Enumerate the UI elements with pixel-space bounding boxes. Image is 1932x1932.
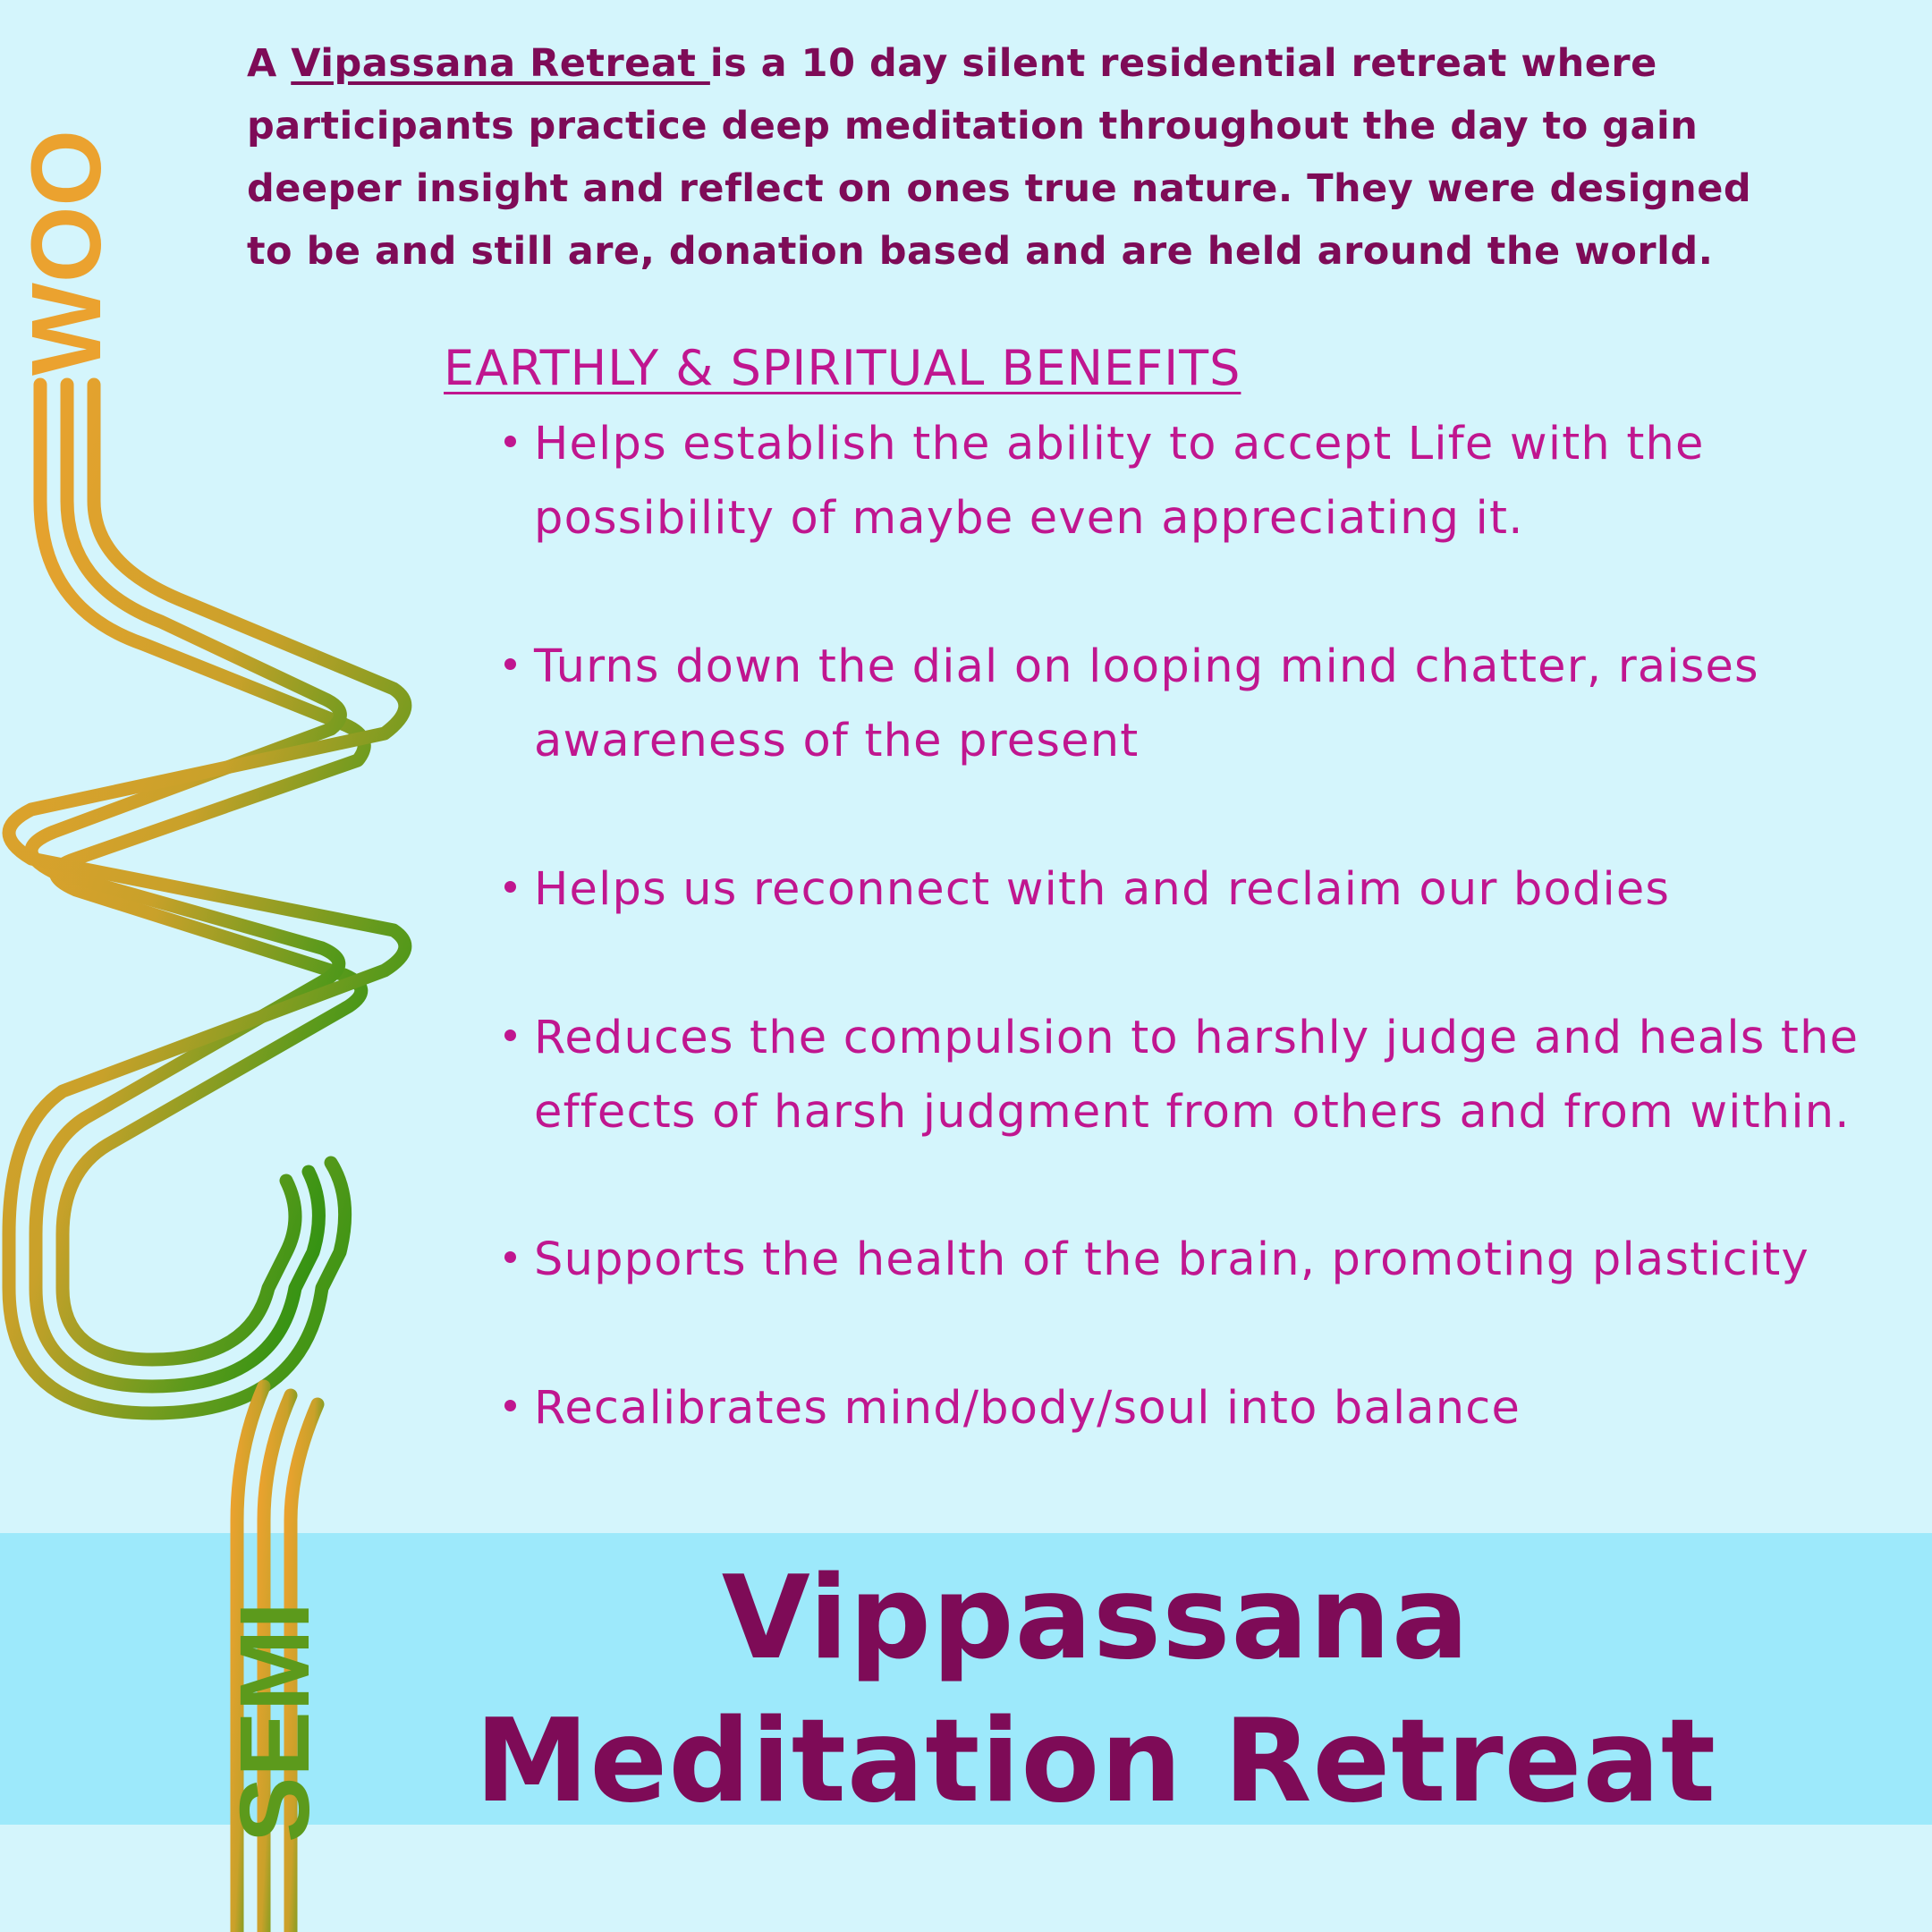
benefit-text: Supports the health of the brain, promoting plasticity xyxy=(534,1233,1809,1286)
logo-word-bottom: SEMI xyxy=(220,1602,330,1843)
list-item xyxy=(534,1223,1876,1297)
intro-body: is a 10 day silent residential retreat where participants practice deep meditation throughout the day to gain deeper insight and reflect on ones true nature. They were designed to be and still are, donation based and are held around the world. xyxy=(247,41,1752,274)
benefits-heading: EARTHLY & SPIRITUAL BENEFITS xyxy=(444,340,1241,396)
benefit-text: Helps establish the ability to accept Life with the possibility of maybe even appreciating it. xyxy=(534,418,1705,545)
benefit-text: Turns down the dial on looping mind chatter, raises awareness of the present xyxy=(534,640,1759,767)
list-item xyxy=(534,1371,1876,1445)
benefit-text: Reduces the compulsion to harshly judge and heals the effects of harsh judgment from others and from within. xyxy=(534,1012,1860,1139)
list-item xyxy=(534,1001,1876,1149)
benefit-text: Helps us reconnect with and reclaim our bodies xyxy=(534,863,1671,916)
semi-woo-logo xyxy=(0,0,429,1932)
bullet-icon xyxy=(504,1030,516,1041)
bullet-icon xyxy=(504,658,516,670)
bullet-icon xyxy=(504,436,516,447)
bullet-icon xyxy=(504,1251,516,1263)
list-item xyxy=(534,630,1876,778)
bullet-icon xyxy=(504,1400,516,1411)
logo-word-top: WOO xyxy=(12,130,122,376)
bullet-icon xyxy=(504,881,516,893)
benefit-text: Recalibrates mind/body/soul into balance xyxy=(534,1382,1521,1435)
list-item xyxy=(534,407,1876,555)
intro-prefix: A xyxy=(247,41,292,86)
page-title: Vippassana Meditation Retreat xyxy=(475,1552,1716,1828)
list-item xyxy=(534,852,1876,927)
vipassana-retreat-link[interactable]: Vipassana Retreat xyxy=(291,41,710,86)
